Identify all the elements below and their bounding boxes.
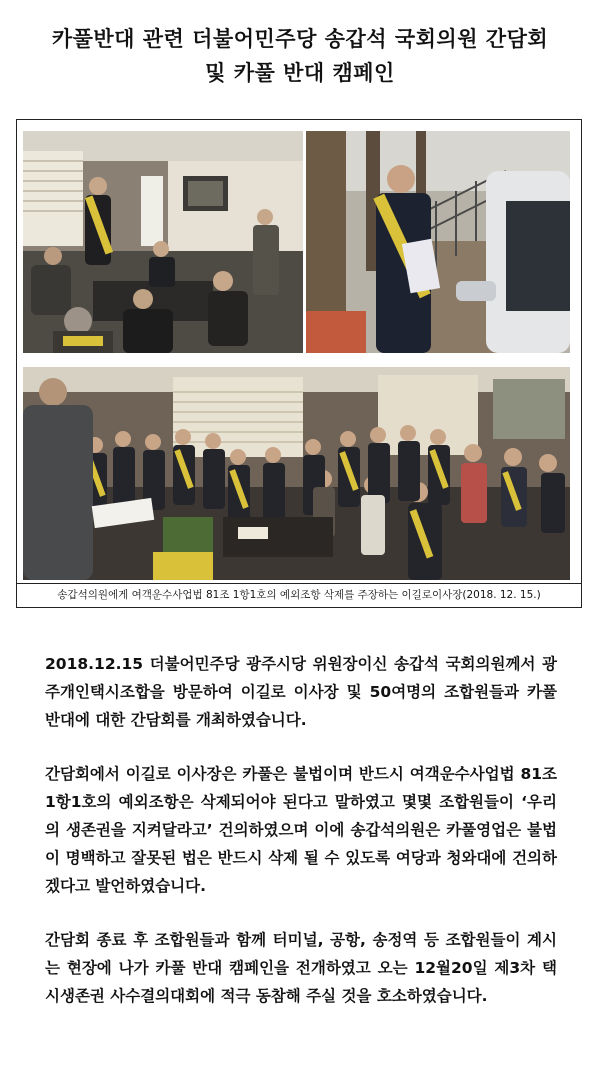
paragraph-2: 간담회에서 이길로 이사장은 카풀은 불법이며 반드시 여객운수사업법 81조 1항1호의 예외조항은 삭제되어야 된다고 말하였고 몇몇 조합원들이 ‘우리의 생존권을 지켜달라고’ 건의하였으며 이에 송갑석의원은 카풀영업은 불법이 명백하고 잘못된 법은 반드시 삭제 될 수 있도록 여당과 청와대에 건의하겠다고 발언하였습니다. — [45, 765, 557, 895]
office-meeting-photo — [23, 131, 303, 353]
union-meeting-photo — [23, 367, 570, 580]
title-line-2: 및 카풀 반대 캠페인 — [205, 61, 395, 85]
paragraph-1: 2018.12.15 더불어민주당 광주시당 위원장이신 송갑석 국회의원께서 광주개인택시조합을 방문하여 이길로 이사장 및 50여명의 조합원들과 카풀 반대에 대한 간담회를 개최하였습니다. — [45, 655, 557, 729]
street-campaign-photo — [306, 131, 570, 353]
photo-frame — [16, 119, 582, 608]
document-title — [0, 22, 600, 90]
paragraph-3: 간담회 종료 후 조합원들과 함께 터미널, 공항, 송정역 등 조합원들이 계시는 현장에 나가 카풀 반대 캠페인을 전개하였고 오는 12월20일 제3차 택시생존권 사수결의대회에 적극 동참해 주실 것을 호소하였습니다. — [45, 931, 557, 1005]
union-meeting-image — [23, 367, 570, 580]
title-line-1: 카풀반대 관련 더불어민주당 송갑석 국회의원 간담회 — [51, 27, 549, 51]
street-campaign-image — [306, 131, 570, 353]
office-meeting-image — [23, 131, 303, 353]
photo-caption: 송갑석의원에게 여객운수사업법 81조 1항1호의 예외조항 삭제를 주장하는 이길로이사장(2018. 12. 15.) — [17, 583, 581, 607]
